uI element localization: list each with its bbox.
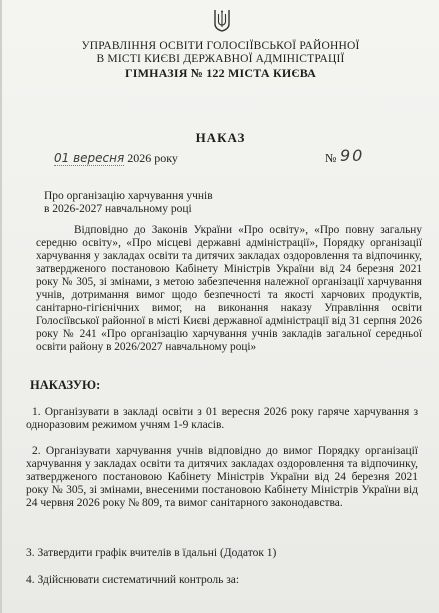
printed-year: 2026 року: [127, 151, 178, 165]
order-item-3: 3. Затвердити графік вчителів в їдальні (Додаток 1): [26, 547, 277, 559]
header-school-name: ГІМНАЗІЯ № 122 МІСТА КИЄВА: [124, 66, 317, 80]
order-item-2: 2. Організувати харчування учнів відповідно до вимог Порядку організації харчування у закладах освіти та дитячих закладах оздоровлення та відпочинку, затвердженого постановою Кабінету Міністрів України від 24 березня 2021 року № 305, зі змінами, внесеними постановою Кабінету Міністрів України від 24 червня 2026 року № 809, та вимог санітарного законодавства.: [26, 445, 418, 509]
handwritten-date: 01 вересня: [54, 151, 125, 165]
subject-line: Про організацію харчування учнів: [44, 190, 213, 202]
subject-line: в 2026-2027 навчальному році: [44, 203, 192, 215]
order-number-label: №: [325, 151, 337, 165]
document-title: НАКАЗ: [195, 130, 246, 145]
document-page: [2, 0, 439, 613]
order-item-1: 1. Організувати в закладі освіти з 01 вересня 2026 року гаряче харчування з одноразовим режимом учням 1-9 класів.: [26, 406, 418, 431]
order-item-4: 4. Здійснювати систематичний контроль за:: [26, 574, 240, 586]
order-subject: [44, 190, 213, 216]
preamble-paragraph: Відповідно до Законів України «Про освіту», «Про повну загальну середню освіту», «Про місцеві державні адміністрації», Порядку організації харчування у закладах освіти та дитячих закладах оздоровлення та відпочинку, затвердженого постановою Кабінету Міністрів України від 24 березня 2021 року № 305, зі змінами, з метою забезпечення належної організації харчування учнів, дотримання вимог щодо безпечності та якості харчових продуктів, санітарно-гігієнічних вимог, на виконання наказу Управління освіти Голосіївської районної в місті Києві державної адміністрації від 31 серпня 2026 року № 241 «Про організацію харчування учнів закладів загальної середньої освіти району в 2026/2027 навчальному році»: [36, 224, 422, 353]
order-directive-heading: НАКАЗУЮ:: [30, 378, 101, 392]
trident-icon: [214, 8, 230, 32]
header-line-1: УПРАВЛІННЯ ОСВІТИ ГОЛОСІЇВСЬКОЇ РАЙОННОЇ: [81, 40, 360, 52]
order-date: [54, 151, 178, 166]
header-line-2: В МІСТІ КИЄВІ ДЕРЖАВНОЇ АДМІНІСТРАЦІЇ: [96, 53, 345, 65]
handwritten-order-number: 90: [340, 146, 365, 165]
